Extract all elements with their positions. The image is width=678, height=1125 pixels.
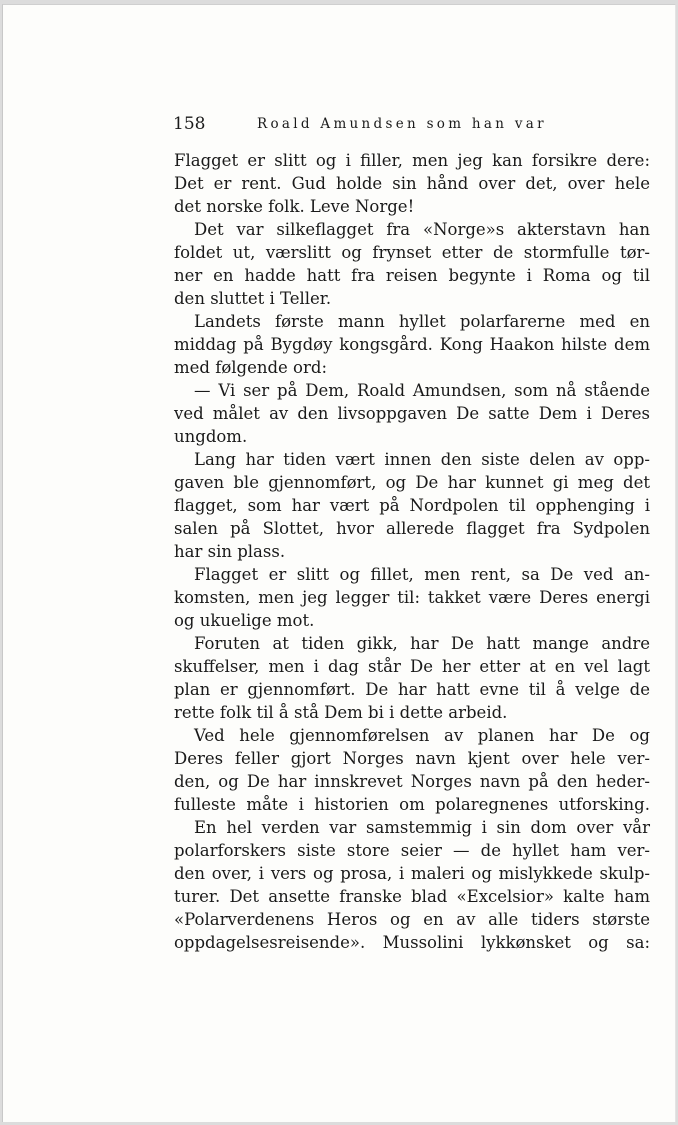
text-line: har sin plass. <box>174 542 286 561</box>
text-line: ungdom. <box>174 427 248 446</box>
text-line: flagget, som har vært på Nordpolen til opphenging i <box>174 496 650 515</box>
text-line: rette folk til å stå Dem bi i dette arbeid. <box>174 703 508 722</box>
text-line: gaven ble gjennomført, og De har kunnet gi meg det <box>174 473 650 492</box>
text-line: komsten, men jeg legger til: takket være Deres energi <box>174 588 650 607</box>
body-text <box>174 149 650 954</box>
text-line: Landets første mann hyllet polarfarerne med en <box>194 312 650 331</box>
text-line: polarforskers siste store seier — de hyllet ham ver- <box>174 841 650 860</box>
text-line: oppdagelsesreisende». Mussolini lykkønsket og sa: <box>174 933 650 952</box>
text-line: den sluttet i Teller. <box>174 289 332 308</box>
text-line: fulleste måte i historien om polaregnenes utforsking. <box>174 795 650 814</box>
text-line: foldet ut, værslitt og frynset etter de stormfulle tør- <box>174 243 650 262</box>
text-line: «Polarverdenens Heros og en av alle tiders største <box>174 910 650 929</box>
text-line: plan er gjennomført. De har hatt evne til å velge de <box>174 680 650 699</box>
text-line: den over, i vers og prosa, i maleri og mislykkede skulp- <box>174 864 650 883</box>
text-line: — Vi ser på Dem, Roald Amundsen, som nå stående <box>194 381 650 400</box>
text-line: ner en hadde hatt fra reisen begynte i Roma og til <box>174 266 650 285</box>
text-line: skuffelser, men i dag står De her etter at en vel lagt <box>174 657 650 676</box>
text-line: Lang har tiden vært innen den siste delen av opp- <box>194 450 650 469</box>
text-line: Deres feller gjort Norges navn kjent over hele ver- <box>174 749 650 768</box>
text-line: turer. Det ansette franske blad «Excelsior» kalte ham <box>174 887 650 906</box>
text-line: den, og De har innskrevet Norges navn på den heder- <box>174 772 650 791</box>
page-header <box>173 112 651 138</box>
text-line: middag på Bygdøy kongsgård. Kong Haakon hilste dem <box>174 335 650 354</box>
text-line: Flagget er slitt og fillet, men rent, sa De ved an- <box>194 565 650 584</box>
text-line: Flagget er slitt og i filler, men jeg kan forsikre dere: <box>174 151 650 170</box>
text-line: En hel verden var samstemmig i sin dom over vår <box>194 818 650 837</box>
text-line: Foruten at tiden gikk, har De hatt mange andre <box>194 634 650 653</box>
text-line: salen på Slottet, hvor allerede flagget fra Sydpolen <box>174 519 650 538</box>
page-number: 158 <box>173 114 206 134</box>
text-line: Det var silkeflagget fra «Norge»s akterstavn han <box>194 220 650 239</box>
text-line: og ukuelige mot. <box>174 611 315 630</box>
running-title: Roald Amundsen som han var <box>257 116 547 132</box>
text-line: ved målet av den livsoppgaven De satte Dem i Deres <box>174 404 650 423</box>
text-line: med følgende ord: <box>174 358 328 377</box>
text-line: det norske folk. Leve Norge! <box>174 197 415 216</box>
text-line: Ved hele gjennomførelsen av planen har De og <box>194 726 650 745</box>
text-line: Det er rent. Gud holde sin hånd over det, over hele <box>174 174 650 193</box>
